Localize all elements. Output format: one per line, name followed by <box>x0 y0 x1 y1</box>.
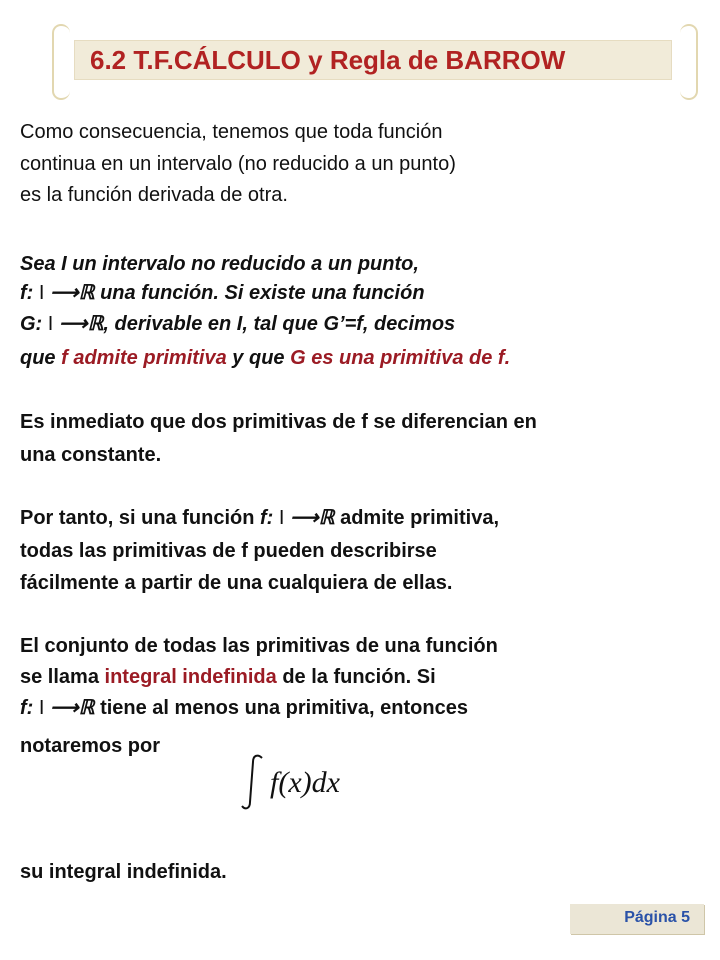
reals-symbol: ℝ <box>87 313 104 335</box>
definition-line-2-rest: una función. Si existe una función <box>94 282 425 304</box>
title-banner <box>52 24 698 96</box>
intro-line-3: es la función derivada de otra. <box>20 184 288 206</box>
arrow-symbol: ⟶ <box>58 313 88 335</box>
primitives-line-1 <box>20 504 499 532</box>
definition-line-2 <box>20 279 425 307</box>
page-footer <box>570 904 704 934</box>
func-name: f: <box>20 282 34 304</box>
primitives-line-1-start: Por tanto, si una función <box>20 507 260 529</box>
integral-sign-icon <box>242 756 262 809</box>
intro-line-1: Como consecuencia, tenemos que toda función <box>20 121 443 143</box>
definition-line-4 <box>20 344 510 372</box>
closing-line: su integral indefinida. <box>20 861 227 883</box>
highlight-g-primitive: G es una primitiva de f. <box>290 347 511 369</box>
definition-line-1: Sea I un intervalo no reducido a un punto, <box>20 253 419 275</box>
definition-line-4-start: que <box>20 347 62 369</box>
primitives-line-1-end: admite primitiva, <box>334 507 500 529</box>
constant-line-1: Es inmediato que dos primitivas de f se diferencian en <box>20 411 537 433</box>
integral-formula <box>240 752 380 812</box>
indefinite-line-2-start: se llama <box>20 666 105 688</box>
definition-line-4-mid: y que <box>226 347 291 369</box>
indefinite-line-3 <box>20 694 468 722</box>
reals-symbol: ℝ <box>318 507 335 529</box>
primitives-line-2: todas las primitivas de f pueden describirse <box>20 540 437 562</box>
primitives-line-3: fácilmente a partir de una cualquiera de ellas. <box>20 572 453 594</box>
indefinite-line-2 <box>20 663 436 691</box>
title-bracket-left <box>52 24 70 100</box>
indefinite-line-1: El conjunto de todas las primitivas de una función <box>20 635 498 657</box>
domain-label: I <box>33 697 50 719</box>
title-bracket-right <box>680 24 698 100</box>
definition-line-3-rest: , derivable en I, tal que G’=f, decimos <box>103 313 456 335</box>
arrow-symbol: ⟶ <box>290 507 319 529</box>
domain-label: I <box>42 313 59 335</box>
arrow-symbol: ⟶ <box>50 697 79 719</box>
page-title: 6.2 T.F.CÁLCULO y Regla de BARROW <box>90 45 566 75</box>
arrow-symbol: ⟶ <box>50 282 79 304</box>
indefinite-line-2-end: de la función. Si <box>276 666 436 688</box>
func-name: f: <box>20 697 34 719</box>
integrand-text: f(x)dx <box>270 766 340 799</box>
indefinite-line-4: notaremos por <box>20 735 161 757</box>
reals-symbol: ℝ <box>78 697 95 719</box>
primitive-name: G: <box>20 313 43 335</box>
definition-line-3 <box>20 310 455 338</box>
highlight-admits-primitive: f admite primitiva <box>61 347 227 369</box>
highlight-integral-indefinida: integral indefinida <box>104 666 277 688</box>
domain-label: I <box>273 507 290 529</box>
intro-line-2: continua en un intervalo (no reducido a un punto) <box>20 153 456 175</box>
constant-line-2: una constante. <box>20 444 162 466</box>
func-name: f: <box>260 507 274 529</box>
domain-label: I <box>33 282 50 304</box>
indefinite-line-3-end: tiene al menos una primitiva, entonces <box>94 697 468 719</box>
page-number: Página 5 <box>624 909 690 926</box>
reals-symbol: ℝ <box>78 282 95 304</box>
